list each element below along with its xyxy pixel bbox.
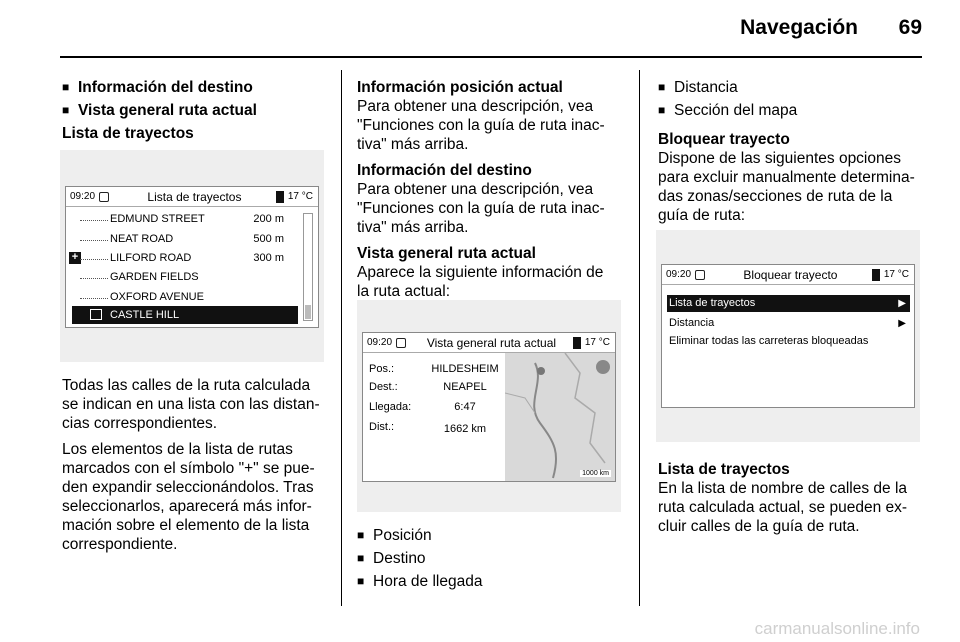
overview-value: HILDESHEIM: [431, 363, 499, 375]
overview-value: 1662 km: [443, 423, 487, 435]
chevron-right-icon: ▶: [898, 298, 906, 309]
bullet-item: ■ Hora de llegada: [357, 573, 483, 590]
overview-value: 6:47: [454, 401, 476, 413]
overview-label: Llegada:: [369, 401, 412, 413]
section-heading: Lista de trayectos: [658, 461, 790, 478]
paragraph: Para obtener una descripción, vea "Funciones con la guía de ruta inac- tiva" más arriba.: [357, 181, 605, 236]
screen-topbar: [363, 333, 615, 353]
column-1-text: [62, 376, 324, 561]
tree-line: [80, 259, 108, 260]
paragraph: Para obtener una descripción, vea "Funciones con la guía de ruta inac- tiva" más arriba.: [357, 98, 605, 153]
paragraph: Los elementos de la lista de rutas marcados con el símbolo "+" se pue- den expandir seleccionándolos. Tras seleccionarlos, aparecerá más infor- mación sobre el elemento de la lista correspondiente.: [62, 441, 315, 553]
block-route-figure: [656, 230, 920, 442]
temperature: 17 °C: [584, 337, 610, 348]
battery-icon: [276, 191, 284, 203]
column-1: [62, 78, 324, 143]
expand-plus-icon[interactable]: +: [69, 252, 81, 264]
clock: 09:20: [367, 337, 393, 348]
section-heading: Bloquear trayecto: [658, 131, 790, 148]
menu-item-remove-all-blocked[interactable]: Eliminar todas las carreteras bloqueadas: [669, 335, 869, 347]
route-map[interactable]: [505, 353, 615, 481]
temperature: 17 °C: [883, 269, 909, 280]
scrollbar-thumb[interactable]: [305, 305, 311, 319]
battery-icon: [573, 337, 581, 349]
paragraph: Dispone de las siguientes opciones para excluir manualmente determina- das zonas/secciones de ruta de la guía de ruta:: [658, 150, 915, 224]
paragraph: Aparece la siguiente información de la ruta actual:: [357, 264, 604, 300]
menu-item-route-list[interactable]: Lista de trayectos ▶: [667, 295, 910, 312]
screen-topbar: [662, 265, 914, 285]
clock: 09:20: [70, 191, 96, 202]
compass-icon: [396, 338, 406, 348]
overview-label: Pos.:: [369, 363, 395, 375]
screen-title: Lista de trayectos: [147, 189, 242, 204]
route-item[interactable]: NEAT ROAD: [110, 233, 174, 245]
screen-topbar: [66, 187, 318, 207]
route-distance: 500 m: [253, 233, 284, 245]
overview-value: NEAPEL: [443, 381, 487, 393]
route-item[interactable]: GARDEN FIELDS: [110, 271, 199, 283]
bullet-item: ■ Vista general ruta actual: [62, 102, 257, 119]
menu-item-distance[interactable]: Distancia ▶: [667, 315, 910, 332]
bullet-item: ■ Distancia: [658, 79, 738, 96]
overview-label: Dest.:: [369, 381, 398, 393]
column-3: [658, 78, 922, 232]
bullet-item: ■ Posición: [357, 527, 432, 544]
route-item[interactable]: EDMUND STREET: [110, 213, 205, 225]
compass-icon: [99, 192, 109, 202]
paragraph: En la lista de nombre de calles de la ruta calculada actual, se pueden ex- cluir calles de la guía de ruta.: [658, 480, 908, 535]
route-overview-figure: [357, 300, 621, 512]
map-drawing: [505, 353, 615, 481]
screen-title: Vista general ruta actual: [426, 335, 557, 350]
column-divider-1: [341, 70, 342, 606]
bullet-item: ■ Información del destino: [62, 79, 253, 96]
page-title: Navegación: [740, 16, 858, 39]
route-list-screen: [65, 186, 319, 328]
compass-icon: [695, 270, 705, 280]
section-heading: Información del destino: [357, 162, 532, 179]
section-heading: Lista de trayectos: [62, 125, 194, 142]
watermark: carmanualsonline.info: [754, 619, 920, 638]
route-item[interactable]: OXFORD AVENUE: [110, 291, 204, 303]
route-distance: 200 m: [253, 213, 284, 225]
block-route-screen: [661, 264, 915, 408]
paragraph: Todas las calles de la ruta calculada se indican en una lista con las distan- cias correspondientes.: [62, 377, 320, 432]
column-3-text: [658, 460, 922, 543]
overview-label: Dist.:: [369, 421, 395, 433]
map-scale: 1000 km: [582, 470, 609, 477]
page-number: 69: [898, 16, 922, 39]
route-distance: 300 m: [253, 252, 284, 264]
header-divider: [60, 56, 922, 58]
clock: 09:20: [666, 269, 692, 280]
column-divider-2: [639, 70, 640, 606]
route-list-figure: [60, 150, 324, 362]
scrollbar[interactable]: [303, 213, 313, 321]
tree-line: [80, 278, 108, 279]
vehicle-icon: [90, 309, 102, 320]
section-heading: Información posición actual: [357, 79, 563, 96]
route-item[interactable]: LILFORD ROAD: [110, 252, 192, 264]
route-overview-screen: [362, 332, 616, 482]
bullet-item: ■ Sección del mapa: [658, 102, 798, 119]
section-heading: Vista general ruta actual: [357, 245, 536, 262]
screen-title: Bloquear trayecto: [743, 267, 838, 282]
route-item-selected[interactable]: CASTLE HILL: [72, 306, 298, 324]
temperature: 17 °C: [287, 191, 313, 202]
bullet-item: ■ Destino: [357, 550, 426, 567]
tree-line: [80, 240, 108, 241]
column-2: [357, 78, 619, 308]
tree-line: [80, 220, 108, 221]
tree-line: [80, 298, 108, 299]
battery-icon: [872, 269, 880, 281]
column-2-bullets: [357, 526, 619, 595]
chevron-right-icon: ▶: [898, 318, 906, 329]
